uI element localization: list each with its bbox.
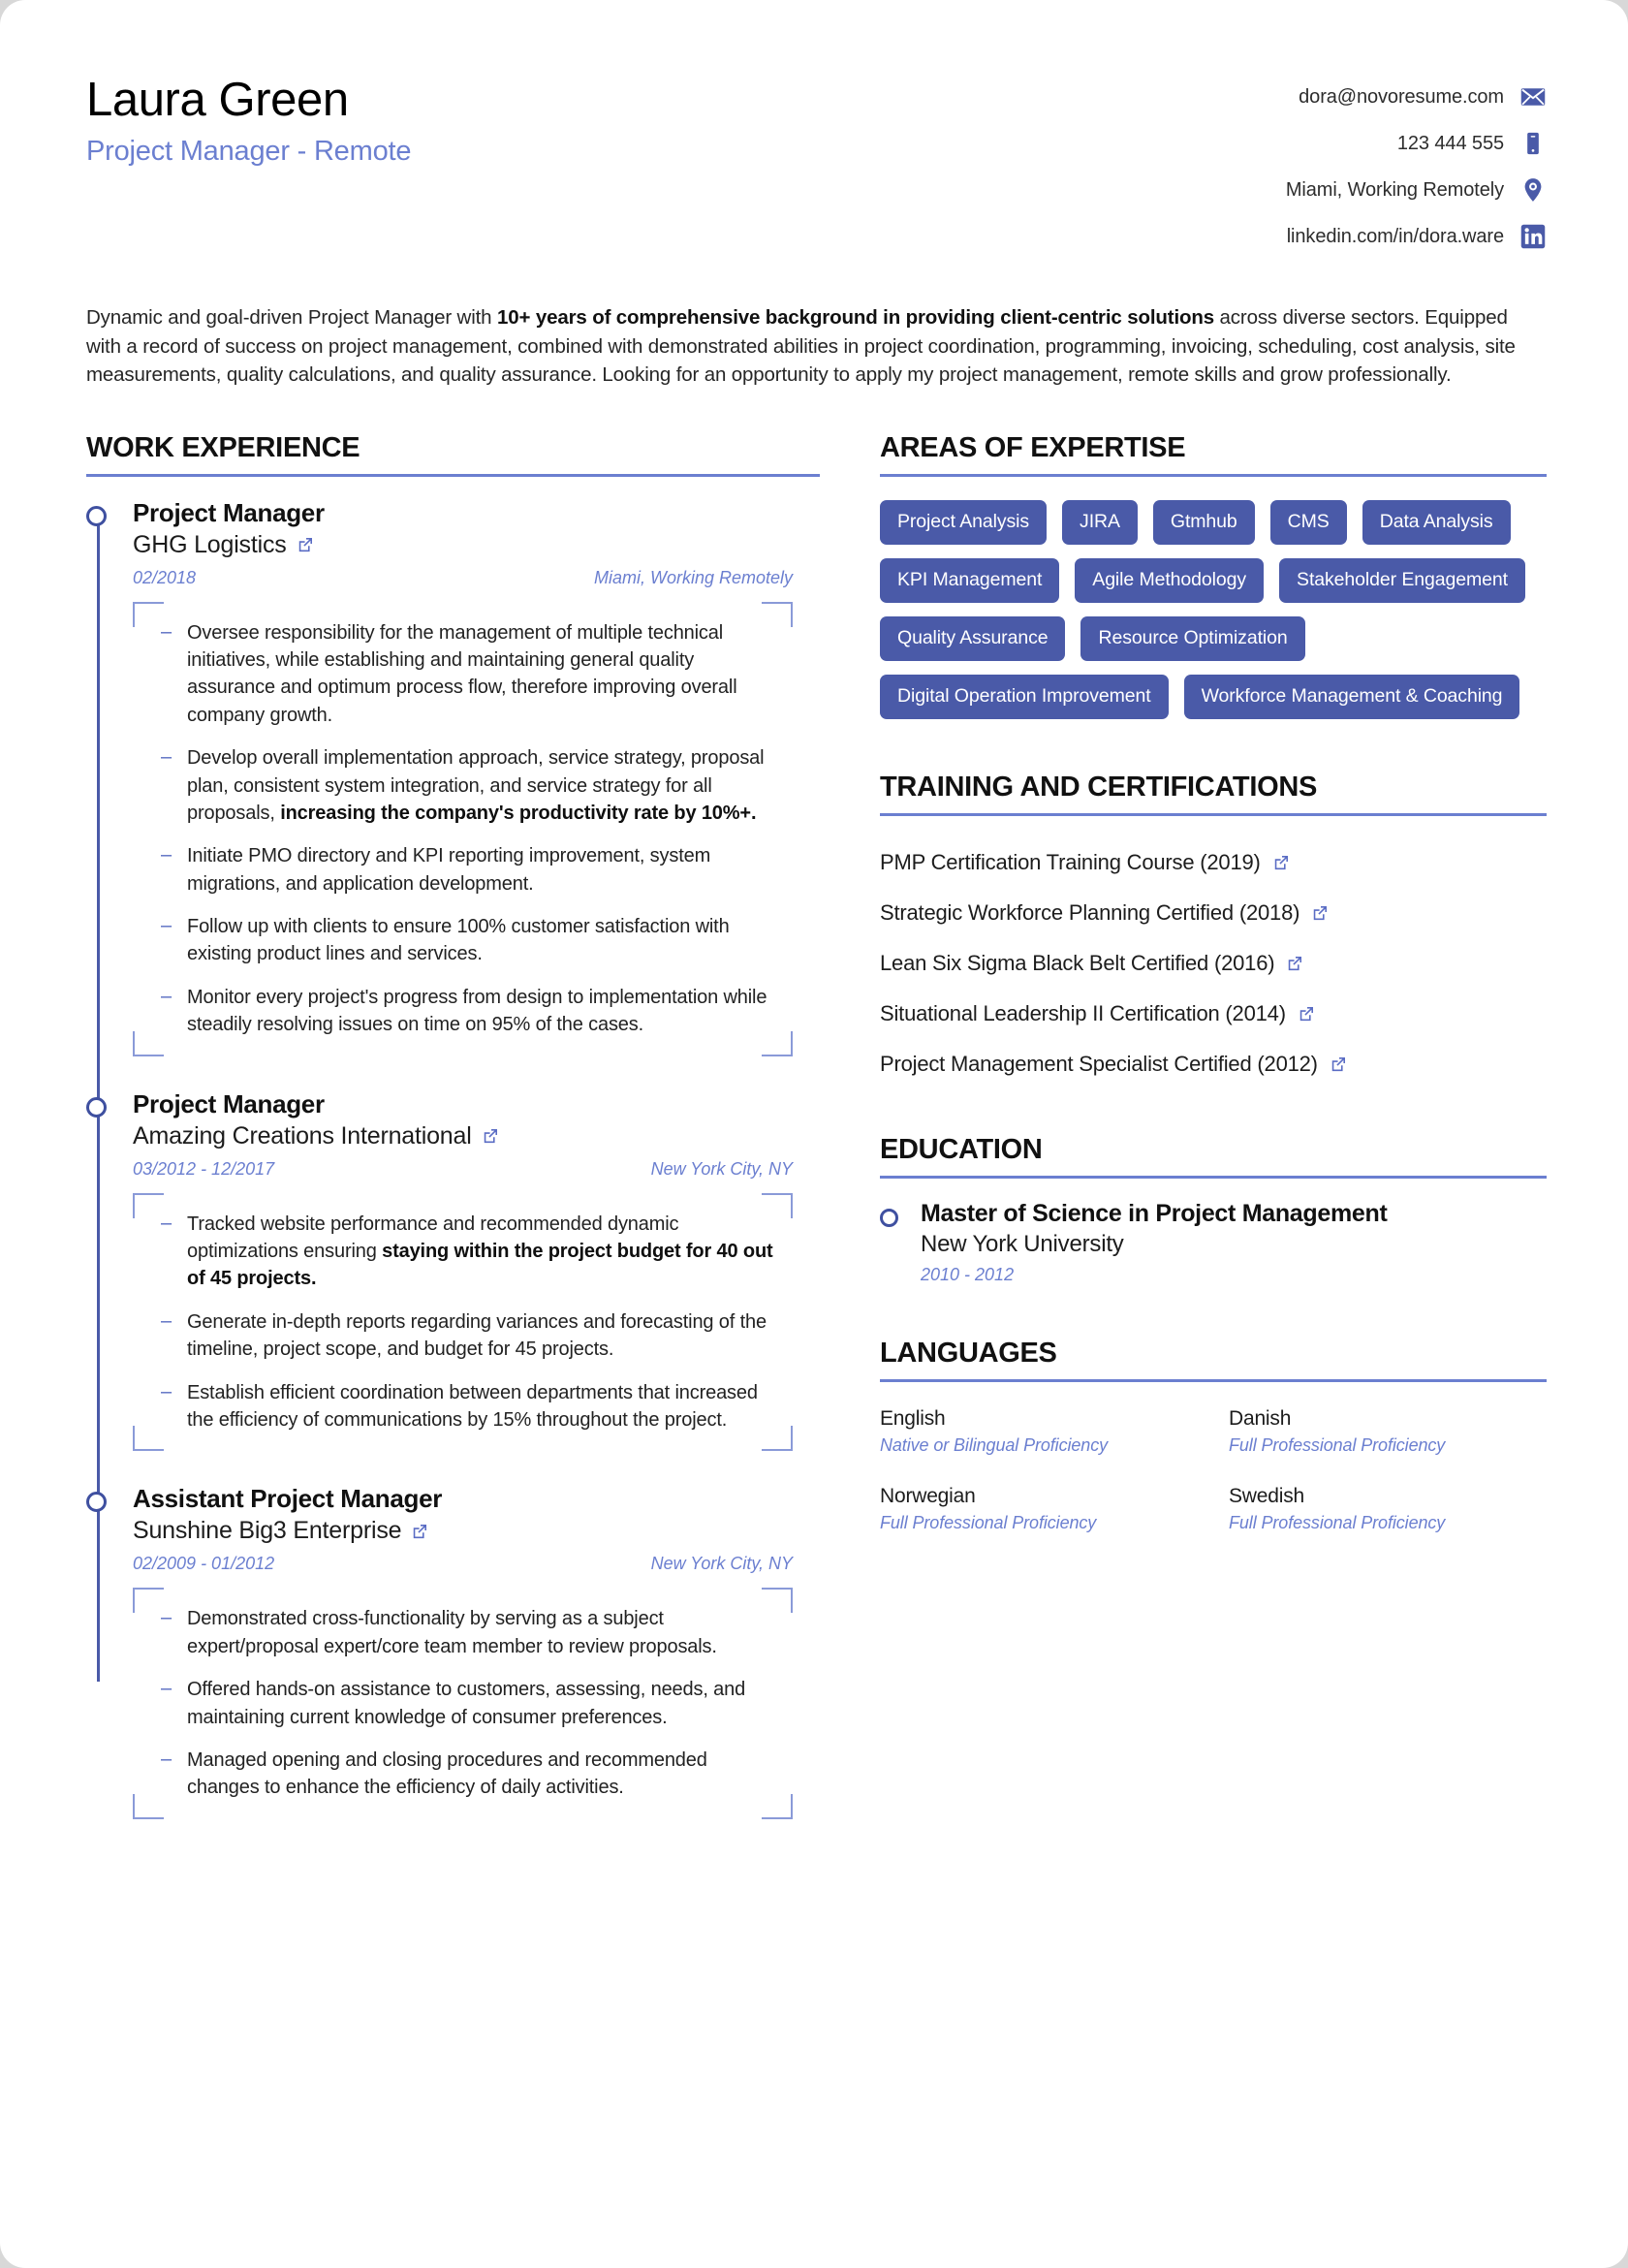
education-title: EDUCATION [880, 1133, 1043, 1165]
job-role: Assistant Project Manager [133, 1484, 443, 1514]
work-bullet: – Initiate PMO directory and KPI reporting improvement, system migrations, and application development. [158, 842, 783, 898]
linkedin-icon [1519, 223, 1547, 250]
summary-highlight: 10+ years of comprehensive background in providing client-centric solutions [496, 306, 1214, 329]
contact-row[interactable] [1286, 83, 1547, 110]
job-company-name: Amazing Creations International [133, 1121, 472, 1150]
job-company-name: GHG Logistics [133, 530, 287, 558]
certification-item[interactable] [880, 888, 1547, 938]
left-column [81, 432, 820, 1819]
job-company[interactable] [133, 531, 820, 559]
certification-item[interactable] [880, 837, 1547, 888]
external-link-icon[interactable] [1329, 1055, 1348, 1074]
job-role: Project Manager [133, 497, 325, 527]
expertise-tag[interactable]: Resource Optimization [1080, 616, 1304, 661]
summary-part-2: across diverse sectors. Equipped with a record of success on project management, combined with demonstrated abilities in project coordination, programming, invoicing, scheduling, cost analysis, site measurements, quality calculations, and quality assurance. Looking for an opportunity to apply my project management, remote skills and grow professionally. [86, 306, 1516, 387]
work-bullet: – Tracked website performance and recommended dynamic optimizations ensuring staying within the project budget for 40 out of 45 projects. [158, 1211, 783, 1293]
section-divider [86, 474, 820, 477]
bullet-frame [133, 1193, 793, 1452]
location-pin-icon [1519, 176, 1547, 204]
work-bullet: – Generate in-depth reports regarding variances and forecasting of the timeline, project scope, and budget for 45 projects. [158, 1308, 783, 1364]
external-link-icon[interactable] [1271, 853, 1291, 872]
certification-label: Lean Six Sigma Black Belt Certified (2016) [880, 950, 1275, 975]
expertise-tag[interactable]: Data Analysis [1362, 500, 1511, 545]
language-item [1229, 1485, 1547, 1533]
certification-item[interactable] [880, 938, 1547, 989]
section-divider [880, 813, 1547, 816]
work-experience-entry [133, 498, 820, 1056]
language-name: English [880, 1406, 946, 1430]
section-divider [880, 1176, 1547, 1179]
resume-header [81, 60, 1547, 250]
external-link-icon[interactable] [410, 1522, 429, 1541]
bullet-highlight: increasing the company's productivity rate by 10%+. [280, 802, 757, 824]
expertise-tag-list [880, 500, 1547, 719]
work-experience-entry [133, 1484, 820, 1818]
contact-row[interactable] [1286, 130, 1547, 157]
education-degree: Master of Science in Project Management [921, 1199, 1388, 1227]
bullet-highlight: staying within the project budget for 40 out of 45 projects. [187, 1241, 773, 1290]
expertise-tag[interactable]: Digital Operation Improvement [880, 675, 1169, 719]
section-divider [880, 1379, 1547, 1382]
language-level: Full Professional Proficiency [1229, 1512, 1446, 1532]
job-location: New York City, NY [650, 1554, 793, 1574]
job-company-name: Sunshine Big3 Enterprise [133, 1517, 402, 1545]
job-location: New York City, NY [650, 1158, 793, 1179]
certification-label: PMP Certification Training Course (2019) [880, 849, 1261, 874]
spacer [880, 719, 1547, 772]
work-bullet: – Establish efficient coordination between departments that increased the efficiency of communications by 15% throughout the project. [158, 1379, 783, 1434]
certifications-title: TRAINING AND CERTIFICATIONS [880, 771, 1318, 803]
contact-row[interactable] [1286, 223, 1547, 250]
bullet-frame [133, 1588, 793, 1818]
contact-text: dora@novoresume.com [1299, 85, 1504, 108]
external-link-icon[interactable] [1285, 954, 1304, 973]
work-bullet: – Demonstrated cross-functionality by serving as a subject expert/proposal expert/core team member to review proposals. [158, 1605, 783, 1660]
language-item [1229, 1407, 1547, 1456]
timeline-marker-icon [86, 1492, 107, 1512]
work-bullet: – Oversee responsibility for the management of multiple technical initiatives, while establishing and maintaining general quality assurance and optimum process flow, therefore improving overall company growth. [158, 619, 783, 730]
expertise-tag[interactable]: Agile Methodology [1075, 558, 1264, 603]
certification-item[interactable] [880, 989, 1547, 1039]
work-bullet: – Monitor every project's progress from design to implementation while steadily resolving issues on time on 95% of the cases. [158, 984, 783, 1039]
work-bullet-list [158, 619, 783, 1039]
work-experience-entry [133, 1089, 820, 1452]
external-link-icon[interactable] [481, 1126, 500, 1146]
summary-part-1: Dynamic and goal-driven Project Manager with [86, 306, 497, 329]
candidate-name: Laura Green [86, 74, 349, 126]
certification-label: Strategic Workforce Planning Certified (2018) [880, 899, 1300, 925]
certification-list [880, 837, 1547, 1089]
job-dates: 02/2009 - 01/2012 [133, 1554, 275, 1574]
right-column [880, 432, 1547, 1819]
language-level: Full Professional Proficiency [1229, 1434, 1446, 1455]
job-dates: 02/2018 [133, 567, 197, 587]
expertise-title: AREAS OF EXPERTISE [880, 431, 1186, 463]
language-name: Swedish [1229, 1484, 1304, 1507]
work-bullet: – Offered hands-on assistance to customers, assessing, needs, and maintaining current knowledge of consumer preferences. [158, 1676, 783, 1731]
expertise-tag[interactable]: Gtmhub [1153, 500, 1255, 545]
contact-text: linkedin.com/in/dora.ware [1286, 225, 1504, 247]
contact-row[interactable] [1286, 176, 1547, 204]
phone-icon [1519, 130, 1547, 157]
language-name: Norwegian [880, 1484, 976, 1507]
spacer [880, 1089, 1547, 1134]
languages-title: LANGUAGES [880, 1337, 1057, 1369]
job-company[interactable] [133, 1122, 820, 1150]
work-bullet: – Managed opening and closing procedures and recommended changes to enhance the efficiency of daily activities. [158, 1747, 783, 1802]
candidate-job-title: Project Manager - Remote [86, 135, 412, 167]
timeline-marker-icon [86, 1097, 107, 1118]
contact-list [1286, 74, 1547, 250]
language-item [880, 1485, 1198, 1533]
education-school: New York University [921, 1230, 1124, 1257]
content-columns [81, 432, 1547, 1819]
envelope-icon [1519, 83, 1547, 110]
section-divider [880, 474, 1547, 477]
bullet-frame [133, 602, 793, 1056]
work-bullet-list [158, 1605, 783, 1801]
certification-item[interactable] [880, 1039, 1547, 1089]
education-dates: 2010 - 2012 [921, 1264, 1015, 1284]
job-dates: 03/2012 - 12/2017 [133, 1158, 275, 1179]
timeline-marker-icon [86, 506, 107, 526]
job-role: Project Manager [133, 1088, 325, 1118]
language-level: Native or Bilingual Proficiency [880, 1434, 1109, 1455]
spacer [880, 1285, 1547, 1338]
external-link-icon[interactable] [1297, 1004, 1316, 1024]
work-bullet: – Follow up with clients to ensure 100% customer satisfaction with existing product lines and services. [158, 913, 783, 968]
work-experience-title: WORK EXPERIENCE [86, 431, 360, 463]
contact-text: Miami, Working Remotely [1285, 178, 1504, 201]
education-marker-icon [880, 1209, 898, 1227]
job-meta [133, 1554, 820, 1574]
expertise-tag[interactable]: Stakeholder Engagement [1279, 558, 1525, 603]
contact-text: 123 444 555 [1396, 132, 1504, 154]
work-bullet: – Develop overall implementation approach, service strategy, proposal plan, consistent system integration, and service strategy for all proposals, increasing the company's productivity rate by 10%+. [158, 744, 783, 827]
expertise-tag[interactable]: JIRA [1062, 500, 1138, 545]
education-entry [880, 1200, 1547, 1285]
expertise-tag[interactable]: KPI Management [880, 558, 1059, 603]
certification-label: Situational Leadership II Certification (2014) [880, 1000, 1286, 1025]
job-company[interactable] [133, 1517, 820, 1545]
external-link-icon[interactable] [296, 535, 315, 554]
expertise-tag[interactable]: CMS [1270, 500, 1347, 545]
job-location: Miami, Working Remotely [593, 567, 793, 587]
language-level: Full Professional Proficiency [880, 1512, 1097, 1532]
language-grid [880, 1407, 1547, 1533]
expertise-tag[interactable]: Workforce Management & Coaching [1184, 675, 1520, 719]
work-timeline [86, 498, 820, 1819]
certification-label: Project Management Specialist Certified (2012) [880, 1051, 1318, 1076]
work-bullet-list [158, 1211, 783, 1434]
language-name: Danish [1229, 1406, 1292, 1430]
job-meta [133, 568, 820, 588]
external-link-icon[interactable] [1310, 903, 1330, 923]
job-meta [133, 1159, 820, 1180]
professional-summary [81, 303, 1547, 390]
expertise-tag[interactable]: Quality Assurance [880, 616, 1065, 661]
expertise-tag[interactable]: Project Analysis [880, 500, 1047, 545]
language-item [880, 1407, 1198, 1456]
identity-block [81, 74, 411, 168]
